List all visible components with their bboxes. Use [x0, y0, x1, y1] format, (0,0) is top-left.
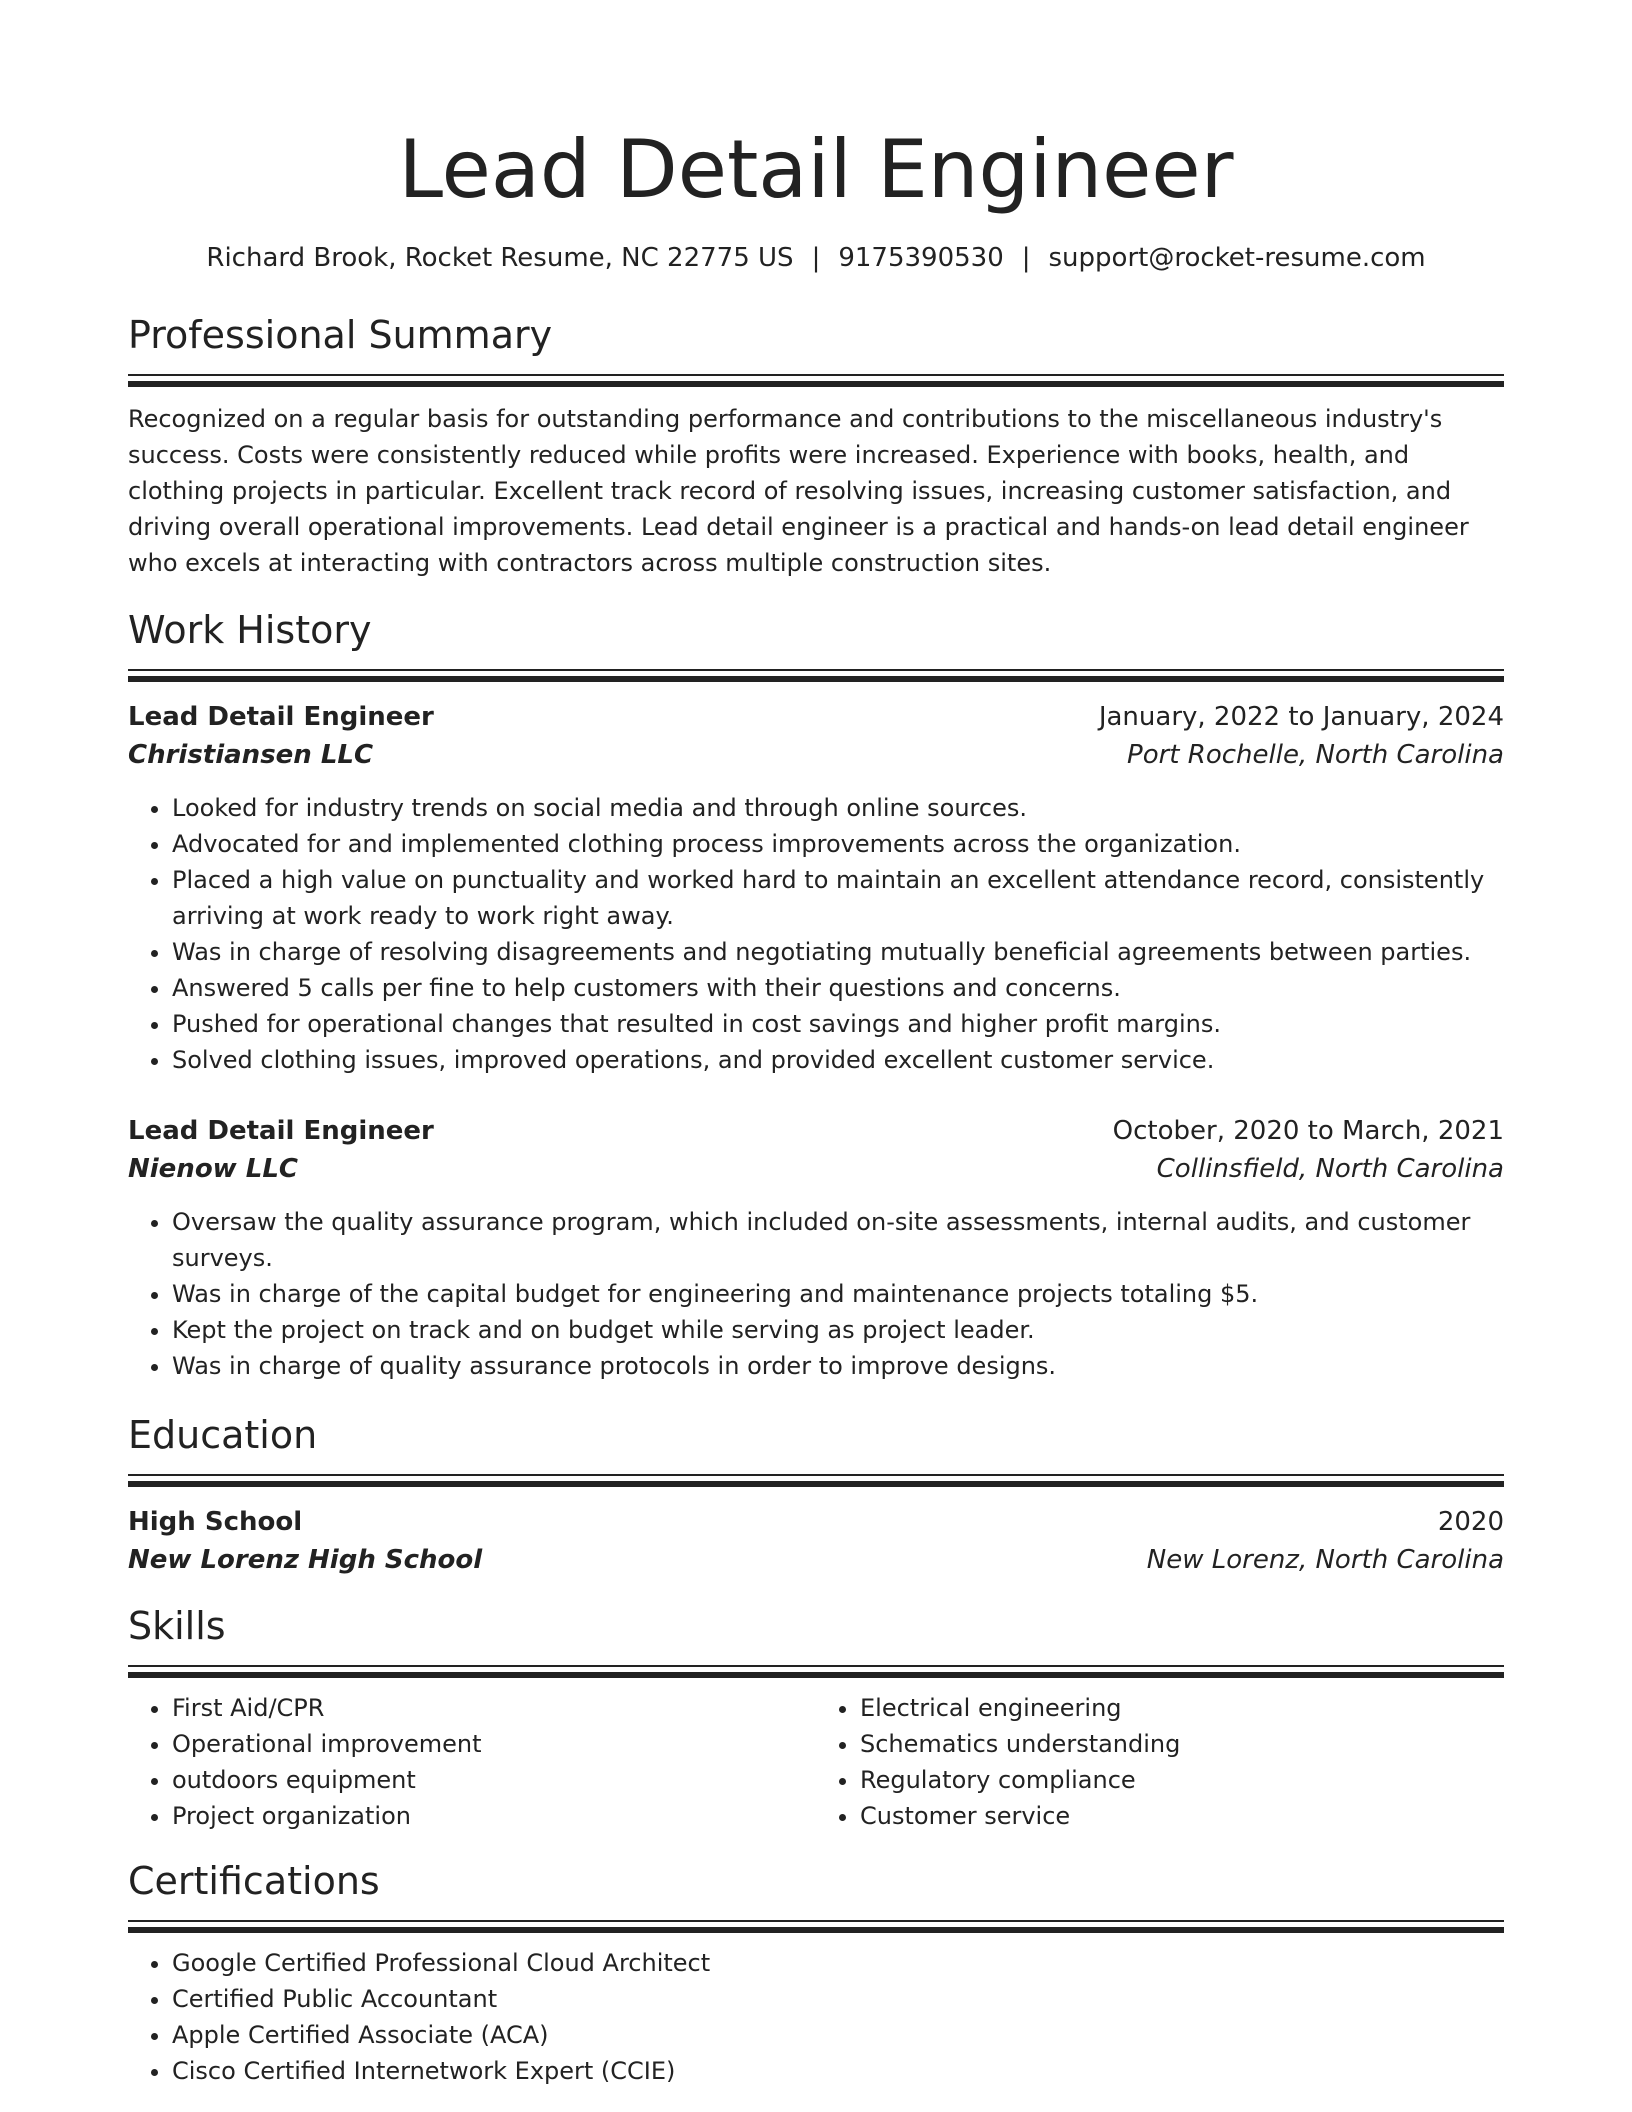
list-item: • Google Certified Professional Cloud Architect [172, 1945, 1504, 1981]
job-header [128, 698, 1504, 736]
certifications-list [128, 1945, 1504, 2089]
list-item: • First Aid/CPR [172, 1690, 816, 1726]
section-divider [128, 1665, 1504, 1667]
section-divider-thick [128, 381, 1504, 387]
list-item: • Advocated for and implemented clothing process improvements across the organization. [172, 826, 1504, 862]
list-item: • Schematics understanding [860, 1726, 1504, 1762]
section-divider [128, 1474, 1504, 1476]
list-item: • Looked for industry trends on social media and through online sources. [172, 790, 1504, 826]
job-company: Nienow LLC [128, 1154, 298, 1184]
section-title-skills: Skills [128, 1604, 226, 1648]
section-title-education: Education [128, 1413, 318, 1457]
section-divider [128, 374, 1504, 376]
job-title: Lead Detail Engineer [128, 702, 434, 732]
list-item: • Operational improvement [172, 1726, 816, 1762]
list-item: • Cisco Certified Internetwork Expert (CCIE) [172, 2053, 1504, 2089]
summary-text: Recognized on a regular basis for outstanding performance and contributions to the miscellaneous industry's success. Costs were consistently reduced while profits were increased. Experience with books, health, and clothing projects in particular. Excellent track record of resolving issues, increasing customer satisfaction, and driving overall operational improvements. Lead detail engineer is a practical and hands-on lead detail engineer who excels at interacting with contractors across multiple construction sites. [128, 405, 1469, 577]
job-location: Port Rochelle, North Carolina [1127, 740, 1504, 770]
contact-line [128, 240, 1504, 276]
education-year: 2020 [1437, 1507, 1504, 1537]
section-divider-thick [128, 1481, 1504, 1487]
list-item: • Was in charge of quality assurance protocols in order to improve designs. [172, 1348, 1504, 1384]
list-item: • Customer service [860, 1798, 1504, 1834]
contact-address: Richard Brook, Rocket Resume, NC 22775 US [206, 243, 794, 273]
list-item: • Placed a high value on punctuality and worked hard to maintain an excellent attendance record, consistently arriving at work ready to work right away. [172, 862, 1504, 934]
section-title-certifications: Certifications [128, 1859, 380, 1903]
education-degree: High School [128, 1507, 303, 1537]
list-item: • Pushed for operational changes that resulted in cost savings and higher profit margins. [172, 1006, 1504, 1042]
education-school: New Lorenz High School [128, 1545, 483, 1575]
contact-separator: | [811, 243, 821, 273]
contact-email: support@rocket-resume.com [1048, 243, 1426, 273]
education-header [128, 1503, 1504, 1541]
job-dates: January, 2022 to January, 2024 [1098, 702, 1504, 732]
job-bullets [128, 1204, 1504, 1384]
list-item: • Kept the project on track and on budget while serving as project leader. [172, 1312, 1504, 1348]
contact-phone: 9175390530 [838, 243, 1004, 273]
section-divider [128, 1920, 1504, 1922]
work-history-section [128, 605, 1504, 1384]
job-entry [128, 1112, 1504, 1384]
section-title-work: Work History [128, 608, 372, 652]
resume-name: Lead Detail Engineer [398, 123, 1234, 216]
list-item: • Was in charge of resolving disagreements and negotiating mutually beneficial agreements between parties. [172, 934, 1504, 970]
skills-list-right [816, 1690, 1504, 1834]
section-divider-thick [128, 1672, 1504, 1678]
skills-grid [128, 1690, 1504, 1834]
certifications-section [128, 1856, 1504, 2089]
list-item: • outdoors equipment [172, 1762, 816, 1798]
list-item: • Electrical engineering [860, 1690, 1504, 1726]
education-section [128, 1410, 1504, 1579]
job-subheader [128, 736, 1504, 774]
education-subheader [128, 1541, 1504, 1579]
job-entry [128, 698, 1504, 1078]
list-item: • Solved clothing issues, improved operations, and provided excellent customer service. [172, 1042, 1504, 1078]
job-subheader [128, 1150, 1504, 1188]
list-item: • Project organization [172, 1798, 816, 1834]
skills-list-left [128, 1690, 816, 1834]
section-title-summary: Professional Summary [128, 313, 553, 357]
section-divider [128, 669, 1504, 671]
list-item: • Certified Public Accountant [172, 1981, 1504, 2017]
job-header [128, 1112, 1504, 1150]
list-item: • Oversaw the quality assurance program, which included on-site assessments, internal audits, and customer surveys. [172, 1204, 1504, 1276]
education-entry [128, 1503, 1504, 1579]
summary-section [128, 310, 1504, 581]
skills-section [128, 1601, 1504, 1834]
job-company: Christiansen LLC [128, 740, 374, 770]
list-item: • Regulatory compliance [860, 1762, 1504, 1798]
education-location: New Lorenz, North Carolina [1146, 1545, 1504, 1575]
list-item: • Was in charge of the capital budget for engineering and maintenance projects totaling $5. [172, 1276, 1504, 1312]
job-location: Collinsfield, North Carolina [1156, 1154, 1504, 1184]
list-item: • Apple Certified Associate (ACA) [172, 2017, 1504, 2053]
job-dates: October, 2020 to March, 2021 [1112, 1116, 1504, 1146]
contact-separator: | [1021, 243, 1031, 273]
job-title: Lead Detail Engineer [128, 1116, 434, 1146]
section-divider-thick [128, 676, 1504, 682]
job-bullets [128, 790, 1504, 1078]
list-item: • Answered 5 calls per fine to help customers with their questions and concerns. [172, 970, 1504, 1006]
section-divider-thick [128, 1927, 1504, 1933]
